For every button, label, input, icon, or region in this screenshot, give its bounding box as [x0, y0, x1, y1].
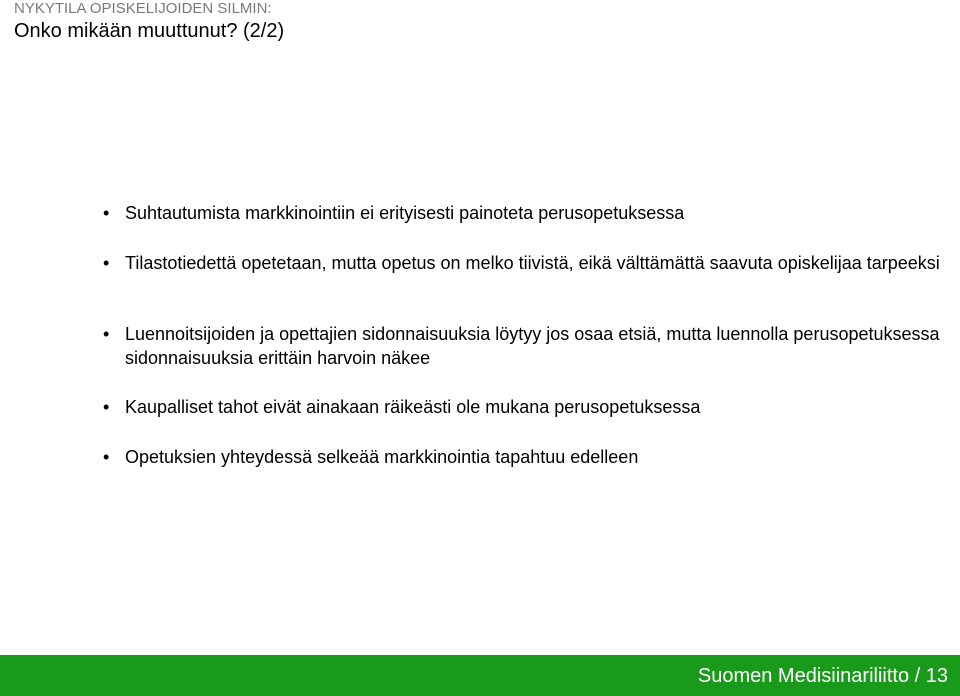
footer-bar: [0, 655, 960, 696]
bullet-text: Kaupalliset tahot eivät ainakaan räikeästi ole mukana perusopetuksessa: [125, 397, 701, 417]
bullet-text: Suhtautumista markkinointiin ei erityisesti painoteta perusopetuksessa: [125, 203, 685, 223]
bullet-dot-icon: •: [103, 253, 110, 273]
bullet-dot-icon: •: [103, 324, 110, 344]
bullet-dot-icon: •: [103, 397, 110, 417]
bullet-text: Luennoitsijoiden ja opettajien sidonnaisuuksia löytyy jos osaa etsiä, mutta luennolla perusopetuksessa sidonnaisuuksia erittäin harvoin näkee: [125, 324, 940, 368]
slide-supertitle: NYKYTILA OPISKELIJOIDEN SILMIN:: [14, 0, 272, 17]
bullet-text: Opetuksien yhteydessä selkeää markkinointia tapahtuu edelleen: [125, 447, 639, 467]
footer-org-page-number: Suomen Medisiinariliitto / 13: [697, 665, 948, 687]
bullet-dot-icon: •: [103, 447, 110, 467]
bullet-dot-icon: •: [103, 203, 110, 223]
bullet-text: Tilastotiedettä opetetaan, mutta opetus on melko tiivistä, eikä välttämättä saavuta opiskelijaa tarpeeksi: [125, 253, 940, 273]
slide-title: Onko mikään muuttunut? (2/2): [14, 20, 285, 42]
